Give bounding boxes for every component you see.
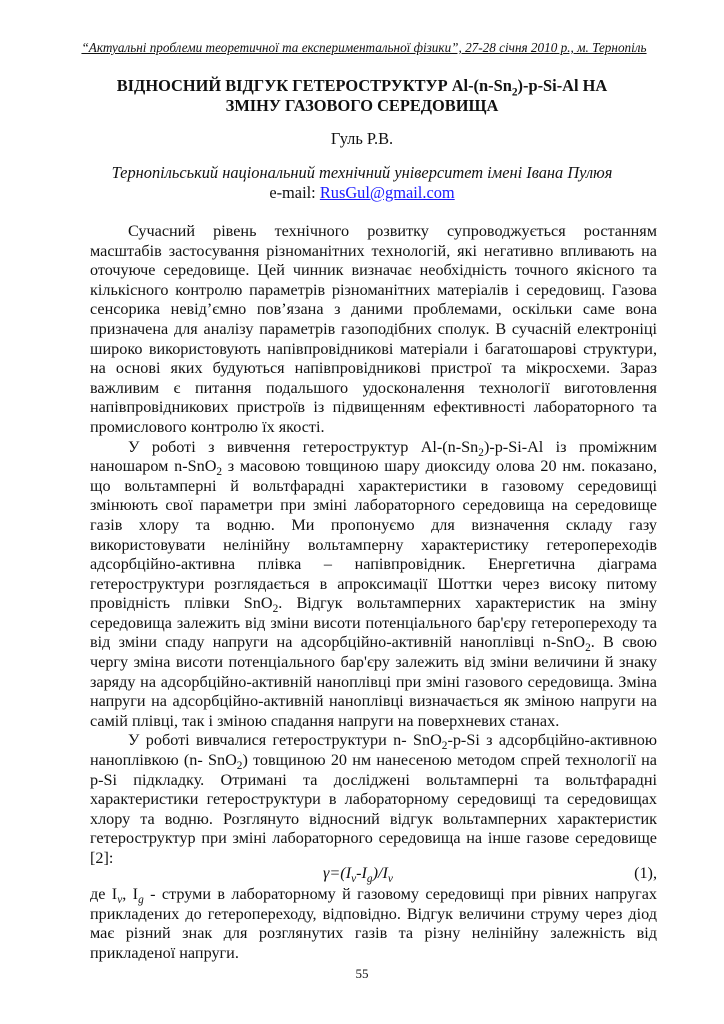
- equation-expression: $\gamma=(I_v-I_g)/I_v$: [323, 864, 393, 886]
- paragraph-2: У роботі з вивчення гетероструктур $Al-(n-Sn_2)-p-Si-Al$ із проміжним наношаром n-SnO$_2$ з масовою товщиною шару диоксиду олова 20 нм. показано, що вольтамперні й вольтфарадні характеристики в газовому середовищі змінюють свої параметри при зміні лабораторного середовища на середовище газів хлору та водню. Ми пропонуємо для визначення складу газу використовувати нелінійну вольтамперну характеристику гетеропереходів адсорбційно-активна плівка – напівпровідник. Енергетична діаграма гетероструктури розглядається в апроксимації Шоттки через високу питому провідність плівки SnO$_2$. Відгук вольтамперних характеристик на зміну середовища залежить від зміни висоти потенціального бар'єру гетеропереходу та від зміни спаду напруги на адсорбційно-активній наноплівці n-SnO$_2$. В свою чергу зміна висоти потенціального бар'єру залежить від зміни величини й знаку заряду на адсорбційно-активній наноплівці при зміні газового середовища. Зміна напруги на адсорбційно-активній наноплівці визначається як зміною напруги на самій плівці, так і зміною спадання напруги на поверхневих станах.: [90, 437, 657, 730]
- paragraph-4: де $I_v$, $I_g$ - струми в лабораторному й газовому середовищі при рівних напругах прикладених до гетеропереходу, відповідно. Відгук величини струму через діод має різний знак для розглянутих газів та різну нелінійну залежність від прикладеної напруги.: [90, 885, 658, 962]
- paragraph-3: У роботі вивчалися гетероструктури n- SnO$_2$-p-Si з адсорбційно-активною наноплівкою (n- SnO$_2$) товщиною 20 нм нанесеною методом спрей технології на p-Si підкладку. Отримані та досліджені вольтамперні та вольтфарадні характеристики гетероструктури в лабораторному середовищі та середовищах хлору та водню. Розглянуто відносний відгук вольтамперних характеристик гетероструктур при зміні лабораторного середовища на інше газове середовище [2]:: [90, 731, 657, 867]
- email-link[interactable]: RusGul@gmail.com: [319, 183, 455, 202]
- page-number: 55: [355, 966, 369, 981]
- email-line: e-mail: RusGul@gmail.com: [269, 183, 455, 202]
- body-text: [90, 222, 657, 869]
- paper-title: ВІДНОСНИЙ ВІДГУК ГЕТЕРОСТРУКТУР $Al-(n-Sn_2)-p-Si-Al$ НА ЗМІНУ ГАЗОВОГО СЕРЕДОВИЩА: [116, 76, 608, 115]
- paragraph-1: Сучасний рівень технічного розвитку супроводжується ростанням масштабів застосування різноманітних технологій, які негативно впливають на оточуюче середовище. Цей чинник визначає необхідність точного якісного та кількісного контролю параметрів різноманітних матеріалів і середовищ. Газова сенсорика невід’ємно пов’язана з даними проблемами, оскільки саме вона призначена для аналізу параметрів газоподібних сполук. В сучасній електроніці широко використовують напівпровідникові матеріали і багатошарові структури, на основі яких будуються напівпровідникові пристрої та мікросхеми. Зараз важливим є питання подальшого удосконалення технології виготовлення напівпровідникових пристроїв із підвищенням ефективності лабораторного та промислового контролю їх якості.: [90, 222, 657, 436]
- author-name: Гуль Р.В.: [330, 129, 394, 148]
- equation-number: (1),: [634, 864, 657, 882]
- equation-1: [90, 864, 657, 884]
- running-header: “Актуальні проблеми теоретичної та експериментальної фізики”, 27-28 січня 2010 р., м. Тернопіль: [81, 40, 647, 55]
- affiliation: Тернопільський національний технічний університет імені Івана Пулюя: [111, 163, 613, 182]
